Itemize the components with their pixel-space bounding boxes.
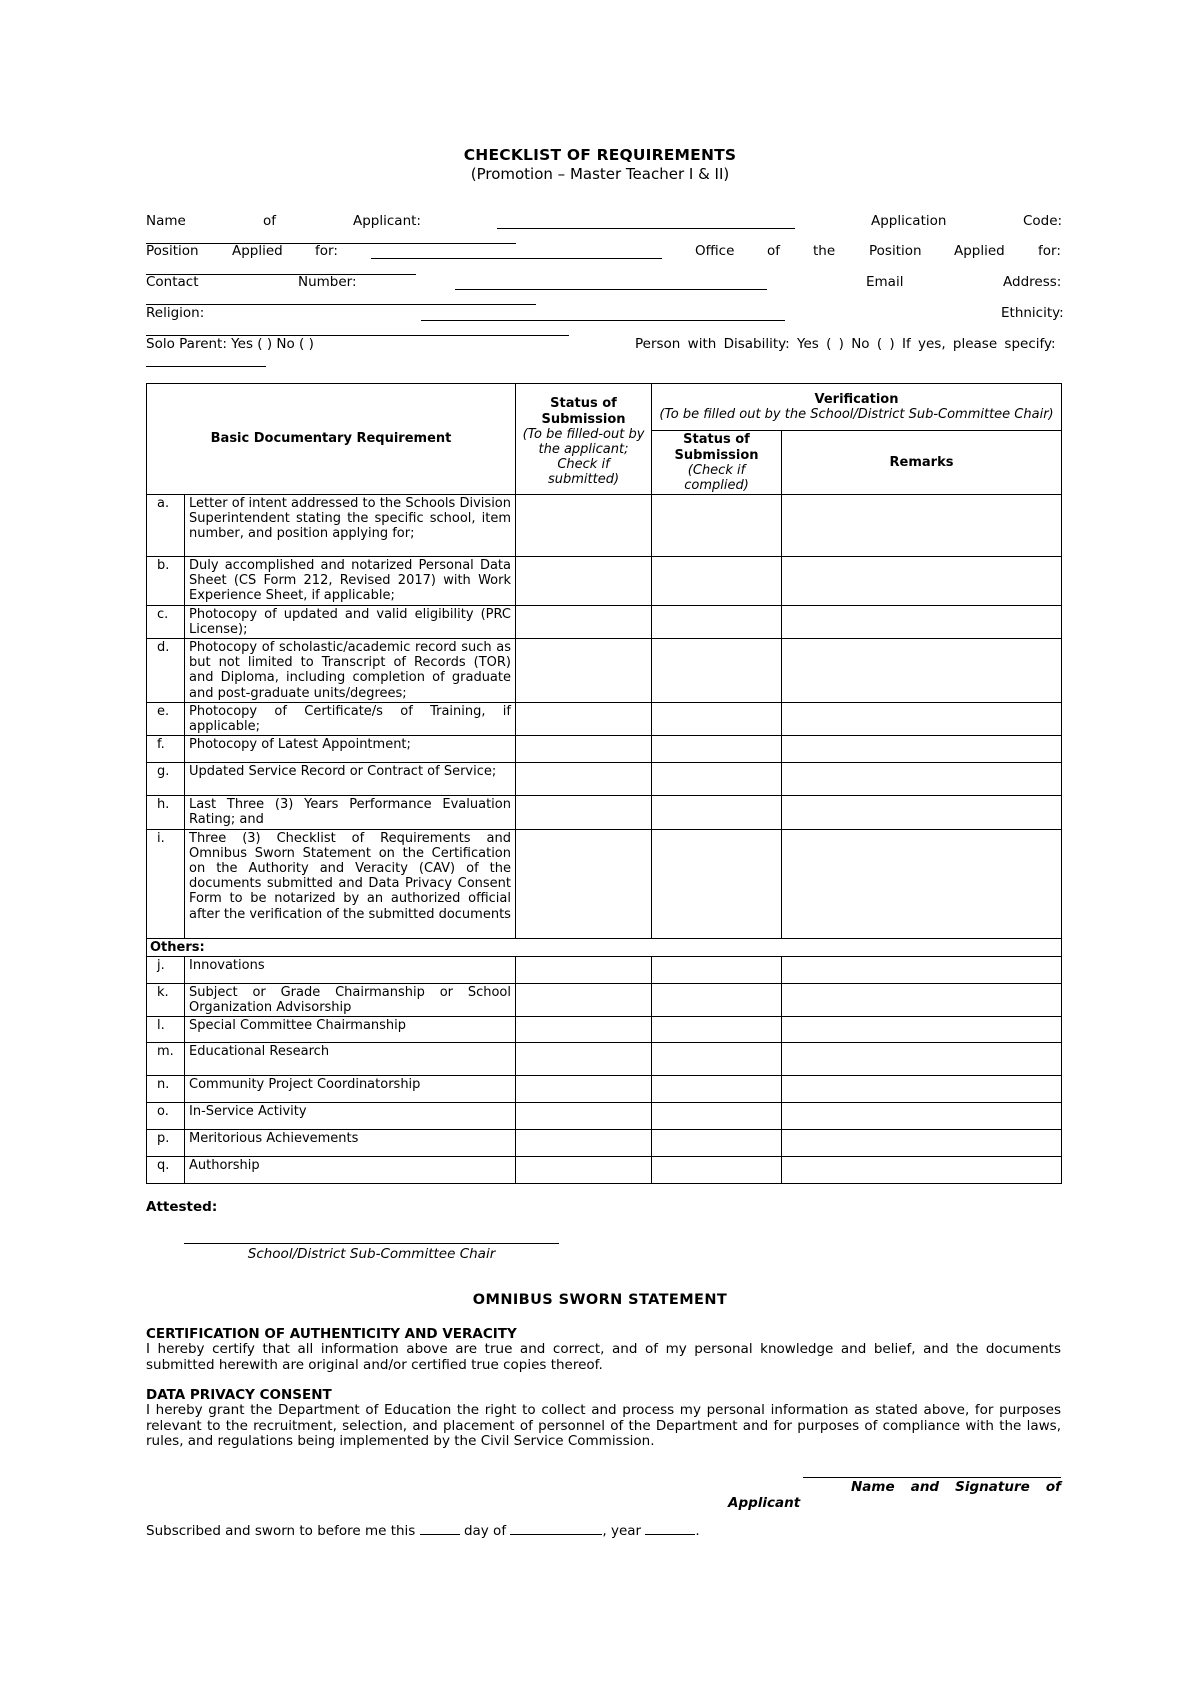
verification-status-cell[interactable] [652, 736, 782, 763]
name-label-word: Applicant: [353, 213, 421, 229]
row-letter: d. [147, 639, 185, 703]
verification-status-cell[interactable] [652, 605, 782, 638]
table-row [147, 736, 1062, 763]
position-label-word: Applied [232, 243, 283, 259]
row-requirement: Letter of intent addressed to the Schools Division Superintendent stating the specific school, item number, and position applying for; [185, 495, 516, 557]
verification-status-cell[interactable] [652, 829, 782, 938]
row-requirement: Photocopy of scholastic/academic record such as but not limited to Transcript of Records (TOR) and Diploma, including completion of graduate and post-graduate units/degrees; [185, 639, 516, 703]
table-row [147, 1157, 1062, 1184]
row-letter: b. [147, 557, 185, 606]
applicant-status-cell[interactable] [516, 495, 652, 557]
row-requirement: Community Project Coordinatorship [185, 1076, 516, 1103]
row-letter: i. [147, 829, 185, 938]
applicant-status-cell[interactable] [516, 983, 652, 1016]
table-row [147, 1103, 1062, 1130]
applicant-name-field[interactable] [497, 228, 795, 229]
row-letter: o. [147, 1103, 185, 1130]
applicant-status-cell[interactable] [516, 1076, 652, 1103]
verification-status-cell[interactable] [652, 1103, 782, 1130]
application-code-label-word: Code: [1023, 213, 1063, 229]
sworn-day-field[interactable] [420, 1523, 460, 1535]
verification-status-cell[interactable] [652, 495, 782, 557]
sworn-year-field[interactable] [645, 1523, 695, 1535]
name-label-word: Name [146, 213, 186, 229]
privacy-heading: DATA PRIVACY CONSENT [146, 1387, 332, 1403]
pwd-option[interactable]: Person with Disability: Yes ( ) No ( ) If yes, please specify: [635, 336, 1056, 352]
applicant-status-cell[interactable] [516, 829, 652, 938]
row-letter: l. [147, 1017, 185, 1043]
position-label-word: for: [315, 243, 338, 259]
row-letter: f. [147, 736, 185, 763]
remarks-cell[interactable] [782, 1043, 1062, 1076]
position-applied-field[interactable] [371, 258, 662, 259]
row-letter: m. [147, 1043, 185, 1076]
remarks-cell[interactable] [782, 829, 1062, 938]
row-letter: j. [147, 956, 185, 983]
table-row [147, 983, 1062, 1016]
header-status-note: (To be filled-out by the applicant; Check if submitted) [522, 426, 645, 487]
remarks-cell[interactable] [782, 639, 1062, 703]
sig-word: Name [851, 1479, 895, 1495]
certification-text: I hereby certify that all information above are true and correct, and of my personal knowledge and belief, and the documents submitted herewith are original and/or certified true copies thereof. [146, 1341, 1061, 1373]
table-row [147, 796, 1062, 829]
row-letter: q. [147, 1157, 185, 1184]
pwd-specify-field[interactable] [146, 366, 266, 367]
application-code-label-word: Application [871, 213, 947, 229]
row-requirement: Educational Research [185, 1043, 516, 1076]
sworn-statement [146, 1523, 700, 1539]
religion-label: Religion: [146, 305, 205, 321]
email-label-word: Email [866, 274, 904, 290]
attested-label: Attested: [146, 1199, 218, 1215]
verification-status-cell[interactable] [652, 557, 782, 606]
applicant-status-cell[interactable] [516, 796, 652, 829]
row-letter: c. [147, 605, 185, 638]
verification-status-cell[interactable] [652, 702, 782, 735]
applicant-status-cell[interactable] [516, 1103, 652, 1130]
applicant-status-cell[interactable] [516, 702, 652, 735]
row-letter: p. [147, 1130, 185, 1157]
ethnicity-label: Ethnicity: [1001, 305, 1064, 321]
applicant-status-cell[interactable] [516, 639, 652, 703]
applicant-status-cell[interactable] [516, 1043, 652, 1076]
contact-label-word: Contact [146, 274, 199, 290]
header-ver-status-note: (Check if complied) [684, 462, 749, 493]
email-label-word: Address: [1003, 274, 1062, 290]
verification-status-cell[interactable] [652, 1076, 782, 1103]
verification-status-cell[interactable] [652, 1157, 782, 1184]
remarks-cell[interactable] [782, 495, 1062, 557]
header-verification [652, 384, 1062, 431]
row-requirement: Photocopy of updated and valid eligibility (PRC License); [185, 605, 516, 638]
row-letter: e. [147, 702, 185, 735]
verification-status-cell[interactable] [652, 763, 782, 796]
remarks-cell[interactable] [782, 763, 1062, 796]
row-requirement: Photocopy of Certificate/s of Training, if applicable; [185, 702, 516, 735]
applicant-status-cell[interactable] [516, 1157, 652, 1184]
name-label-word: of [263, 213, 277, 229]
sig-word: of [1045, 1479, 1061, 1495]
applicant-signature-label [728, 1479, 1061, 1511]
remarks-cell[interactable] [782, 796, 1062, 829]
contact-label-word: Number: [298, 274, 357, 290]
row-requirement: Last Three (3) Years Performance Evaluation Rating; and [185, 796, 516, 829]
row-requirement: Authorship [185, 1157, 516, 1184]
position-label-word: Position [146, 243, 199, 259]
remarks-cell[interactable] [782, 1076, 1062, 1103]
verification-status-cell[interactable] [652, 956, 782, 983]
table-row [147, 639, 1062, 703]
verification-status-cell[interactable] [652, 1130, 782, 1157]
header-requirement: Basic Documentary Requirement [147, 384, 516, 495]
email-address-field[interactable] [146, 304, 536, 305]
remarks-cell[interactable] [782, 1130, 1062, 1157]
applicant-status-cell[interactable] [516, 605, 652, 638]
header-verification-note: (To be filled out by the School/District Sub-Committee Chair) [659, 407, 1054, 423]
sworn-month-field[interactable] [510, 1523, 602, 1535]
others-row [147, 938, 1062, 956]
office-label-word: Position [869, 243, 922, 259]
remarks-cell[interactable] [782, 1017, 1062, 1043]
row-requirement: Three (3) Checklist of Requirements and Omnibus Sworn Statement on the Certification on the Authority and Veracity (CAV) of the documents submitted and Data Privacy Consent Form to be notarized by an authorized official after the verification of the submitted documents [185, 829, 516, 938]
certification-heading: CERTIFICATION OF AUTHENTICITY AND VERACITY [146, 1326, 517, 1342]
row-letter: h. [147, 796, 185, 829]
table-row [147, 956, 1062, 983]
table-row [147, 605, 1062, 638]
requirements-table [146, 383, 1062, 1184]
applicant-status-cell[interactable] [516, 1130, 652, 1157]
row-requirement: Special Committee Chairmanship [185, 1017, 516, 1043]
row-letter: k. [147, 983, 185, 1016]
remarks-cell[interactable] [782, 557, 1062, 606]
verification-status-cell[interactable] [652, 1043, 782, 1076]
row-requirement: In-Service Activity [185, 1103, 516, 1130]
header-ver-status [652, 431, 782, 495]
remarks-cell[interactable] [782, 956, 1062, 983]
document-subtitle: (Promotion – Master Teacher I & II) [470, 165, 730, 183]
applicant-signature-line[interactable] [803, 1477, 1061, 1478]
office-label-word: of [767, 243, 781, 259]
verification-status-cell[interactable] [652, 639, 782, 703]
document-title: CHECKLIST OF REQUIREMENTS [463, 146, 737, 164]
row-letter: a. [147, 495, 185, 557]
sworn-text: day of [463, 1523, 507, 1539]
remarks-cell[interactable] [782, 983, 1062, 1016]
table-row [147, 763, 1062, 796]
office-label-word: Office [695, 243, 735, 259]
row-requirement: Innovations [185, 956, 516, 983]
table-row [147, 1017, 1062, 1043]
row-requirement: Duly accomplished and notarized Personal Data Sheet (CS Form 212, Revised 2017) with Work Experience Sheet, if applicable; [185, 557, 516, 606]
remarks-cell[interactable] [782, 1103, 1062, 1130]
row-requirement: Meritorious Achievements [185, 1130, 516, 1157]
table-row [147, 1076, 1062, 1103]
applicant-status-cell[interactable] [516, 557, 652, 606]
row-requirement: Photocopy of Latest Appointment; [185, 736, 516, 763]
header-status-title: Status of Submission [541, 396, 626, 427]
office-label-word: Applied [954, 243, 1005, 259]
office-label-word: the [813, 243, 836, 259]
religion-field[interactable] [421, 320, 785, 321]
row-requirement: Subject or Grade Chairmanship or School Organization Advisorship [185, 983, 516, 1016]
sub-committee-chair-signature[interactable]: School/District Sub-Committee Chair [184, 1243, 559, 1262]
remarks-cell[interactable] [782, 605, 1062, 638]
solo-parent-option[interactable]: Solo Parent: Yes ( ) No ( ) [146, 336, 314, 352]
privacy-text: I hereby grant the Department of Education the right to collect and process my personal information as stated above, for purposes relevant to the recruitment, selection, and placement of personnel of the Department and for purposes of compliance with the laws, rules, and regulations being implemented by the Civil Service Commission. [146, 1402, 1061, 1449]
verification-status-cell[interactable] [652, 983, 782, 1016]
applicant-status-cell[interactable] [516, 956, 652, 983]
sig-word: Applicant [728, 1495, 801, 1511]
table-row [147, 557, 1062, 606]
sworn-text: , year [602, 1523, 642, 1539]
remarks-cell[interactable] [782, 702, 1062, 735]
remarks-cell[interactable] [782, 736, 1062, 763]
sig-word: and [910, 1479, 940, 1495]
applicant-status-cell[interactable] [516, 736, 652, 763]
row-letter: n. [147, 1076, 185, 1103]
verification-status-cell[interactable] [652, 796, 782, 829]
header-status [516, 384, 652, 495]
contact-number-field[interactable] [455, 289, 767, 290]
applicant-status-cell[interactable] [516, 763, 652, 796]
others-label: Others: [147, 938, 1062, 956]
sworn-text: Subscribed and sworn to before me this [146, 1523, 416, 1539]
sig-word: Signature [955, 1479, 1030, 1495]
table-row [147, 495, 1062, 557]
header-ver-status-title: Status of Submission [674, 432, 759, 463]
applicant-status-cell[interactable] [516, 1017, 652, 1043]
verification-status-cell[interactable] [652, 1017, 782, 1043]
header-verification-title: Verification [814, 391, 899, 407]
table-row [147, 1130, 1062, 1157]
table-row [147, 1043, 1062, 1076]
remarks-cell[interactable] [782, 1157, 1062, 1184]
row-letter: g. [147, 763, 185, 796]
table-row [147, 702, 1062, 735]
row-requirement: Updated Service Record or Contract of Service; [185, 763, 516, 796]
table-row [147, 829, 1062, 938]
header-remarks: Remarks [782, 431, 1062, 495]
sworn-text: . [695, 1523, 700, 1539]
office-label-word: for: [1038, 243, 1061, 259]
omnibus-title: OMNIBUS SWORN STATEMENT [472, 1292, 728, 1308]
